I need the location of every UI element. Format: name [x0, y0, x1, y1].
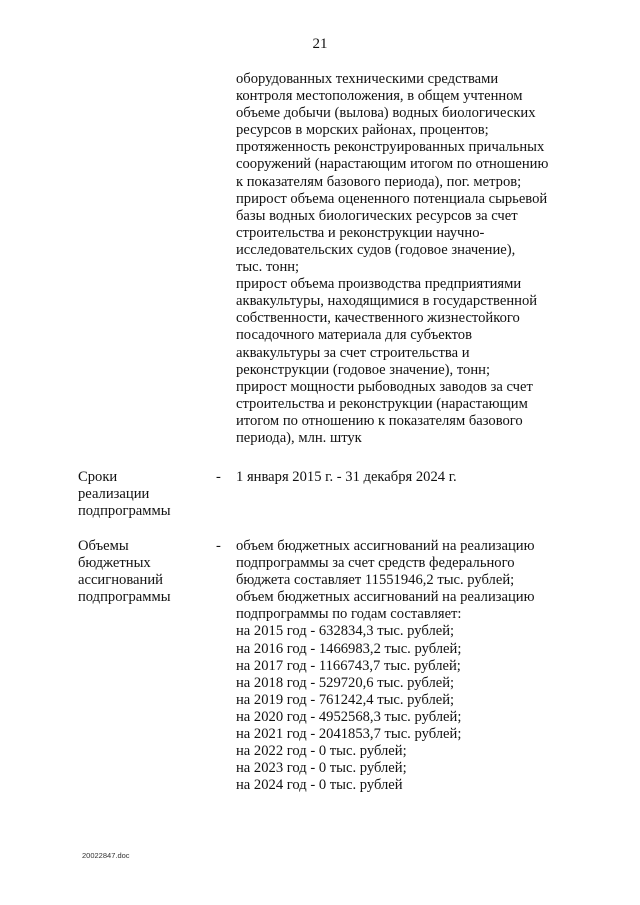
row-value [236, 469, 581, 486]
text-line: к показателям базового периода), пог. метров; [236, 173, 522, 190]
text-line: периода), млн. штук [236, 429, 362, 446]
page-number: 21 [312, 36, 328, 52]
value-line: 1 января 2015 г. - 31 декабря 2024 г. [236, 469, 457, 485]
text-line: протяженность реконструированных причальных [236, 139, 545, 156]
row-dash: - [216, 538, 221, 554]
value-line: подпрограммы по годам составляет: [236, 606, 462, 623]
text-line: итогом по отношению к показателям базового [236, 412, 523, 429]
label-line: ассигнований [78, 572, 163, 589]
indicators-continuation [236, 71, 576, 447]
text-line: контроля местоположения, в общем учтенном [236, 88, 523, 105]
value-line: на 2020 год - 4952568,3 тыс. рублей; [236, 708, 462, 725]
value-line: объем бюджетных ассигнований на реализацию [236, 589, 535, 606]
value-line: на 2019 год - 761242,4 тыс. рублей; [236, 691, 455, 708]
text-line: прирост объема оцененного потенциала сырьевой [236, 190, 548, 207]
value-line: на 2021 год - 2041853,7 тыс. рублей; [236, 726, 462, 743]
text-line: объеме добычи (вылова) водных биологических [236, 105, 536, 122]
text-line: исследовательских судов (годовое значение), [236, 241, 516, 258]
value-line: бюджета составляет 11551946,2 тыс. рублей; [236, 572, 515, 589]
value-line: на 2024 год - 0 тыс. рублей [236, 777, 403, 794]
label-line: реализации [78, 486, 150, 503]
text-line: ресурсов в морских районах, процентов; [236, 122, 489, 139]
text-line: аквакультуры за счет строительства и [236, 344, 470, 361]
text-line: базы водных биологических ресурсов за счет [236, 207, 518, 224]
value-line: на 2018 год - 529720,6 тыс. рублей; [236, 674, 455, 691]
value-line: подпрограммы за счет средств федерального [236, 555, 515, 572]
label-line: подпрограммы [78, 589, 171, 606]
row-value [236, 538, 581, 794]
text-line: сооружений (нарастающим итогом по отношению [236, 156, 549, 173]
label-line: бюджетных [78, 555, 151, 572]
value-line: объем бюджетных ассигнований на реализацию [236, 538, 535, 554]
text-line: реконструкции (годовое значение), тонн; [236, 361, 491, 378]
document-filename: 20022847.doc [82, 851, 130, 860]
row-label [78, 469, 208, 520]
label-line: подпрограммы [78, 503, 171, 520]
value-line: на 2015 год - 632834,3 тыс. рублей; [236, 623, 455, 640]
text-line: оборудованных техническими средствами [236, 71, 499, 87]
label-line: Сроки [78, 469, 118, 485]
text-line: строительства и реконструкции научно- [236, 224, 485, 241]
value-line: на 2017 год - 1166743,7 тыс. рублей; [236, 657, 461, 674]
text-line: строительства и реконструкции (нарастающим [236, 395, 528, 412]
label-line: Объемы [78, 538, 129, 554]
value-line: на 2016 год - 1466983,2 тыс. рублей; [236, 640, 462, 657]
text-line: собственности, качественного жизнестойкого [236, 310, 520, 327]
value-line: на 2022 год - 0 тыс. рублей; [236, 743, 407, 760]
row-label [78, 538, 208, 606]
row-dash: - [216, 469, 221, 485]
text-line: прирост объема производства предприятиями [236, 276, 522, 293]
text-line: прирост мощности рыбоводных заводов за счет [236, 378, 533, 395]
text-line: посадочного материала для субъектов [236, 327, 472, 344]
text-line: тыс. тонн; [236, 259, 300, 276]
text-line: аквакультуры, находящимися в государственной [236, 293, 538, 310]
value-line: на 2023 год - 0 тыс. рублей; [236, 760, 407, 777]
